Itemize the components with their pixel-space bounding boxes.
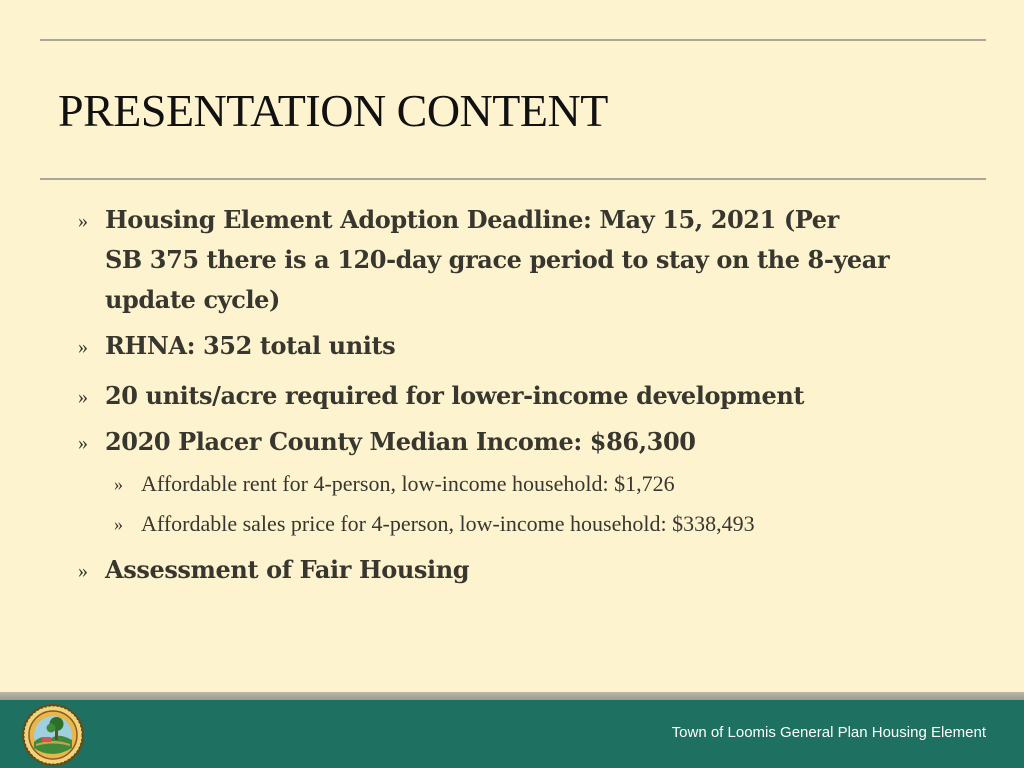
bullet-deadline [78, 200, 978, 320]
bullet-text: RHNA: 352 total units [105, 331, 396, 360]
top-divider [40, 39, 986, 41]
bullet-text-line: Housing Element Adoption Deadline: May 15, 2021 (Per [105, 205, 839, 234]
bullet-marker: » [78, 386, 88, 408]
bullet-fair-housing [78, 550, 978, 590]
bullet-text-line: SB 375 there is a 120-day grace period to stay on the 8-year [105, 245, 890, 274]
sub-bullet-marker: » [114, 514, 123, 534]
bullet-marker: » [78, 210, 88, 232]
sub-bullet-text: Affordable sales price for 4-person, low-income household: $338,493 [141, 511, 755, 536]
bullet-rhna [78, 326, 978, 366]
bullet-text: 20 units/acre required for lower-income development [105, 381, 805, 410]
bullet-median-income [78, 422, 978, 462]
bullet-text: Assessment of Fair Housing [105, 555, 470, 584]
bullet-text: 2020 Placer County Median Income: $86,300 [105, 427, 696, 456]
footer-shadow [0, 692, 1024, 700]
slide-title: PRESENTATION CONTENT [58, 85, 608, 136]
bullet-marker: » [78, 432, 88, 454]
sub-bullet-text: Affordable rent for 4-person, low-income household: $1,726 [141, 471, 675, 496]
sub-bullet-marker: » [114, 474, 123, 494]
bullet-list [78, 200, 978, 590]
bullet-marker: » [78, 560, 88, 582]
footer-bar [0, 700, 1024, 768]
bullet-marker: » [78, 336, 88, 358]
bullet-text-line: update cycle) [105, 285, 280, 314]
town-seal-icon [22, 704, 84, 766]
sub-bullet-affordable-rent [114, 464, 978, 504]
title-divider [40, 178, 986, 180]
footer-title: Town of Loomis General Plan Housing Element [671, 724, 986, 741]
sub-bullet-affordable-sales [114, 504, 978, 544]
bullet-density [78, 376, 978, 416]
